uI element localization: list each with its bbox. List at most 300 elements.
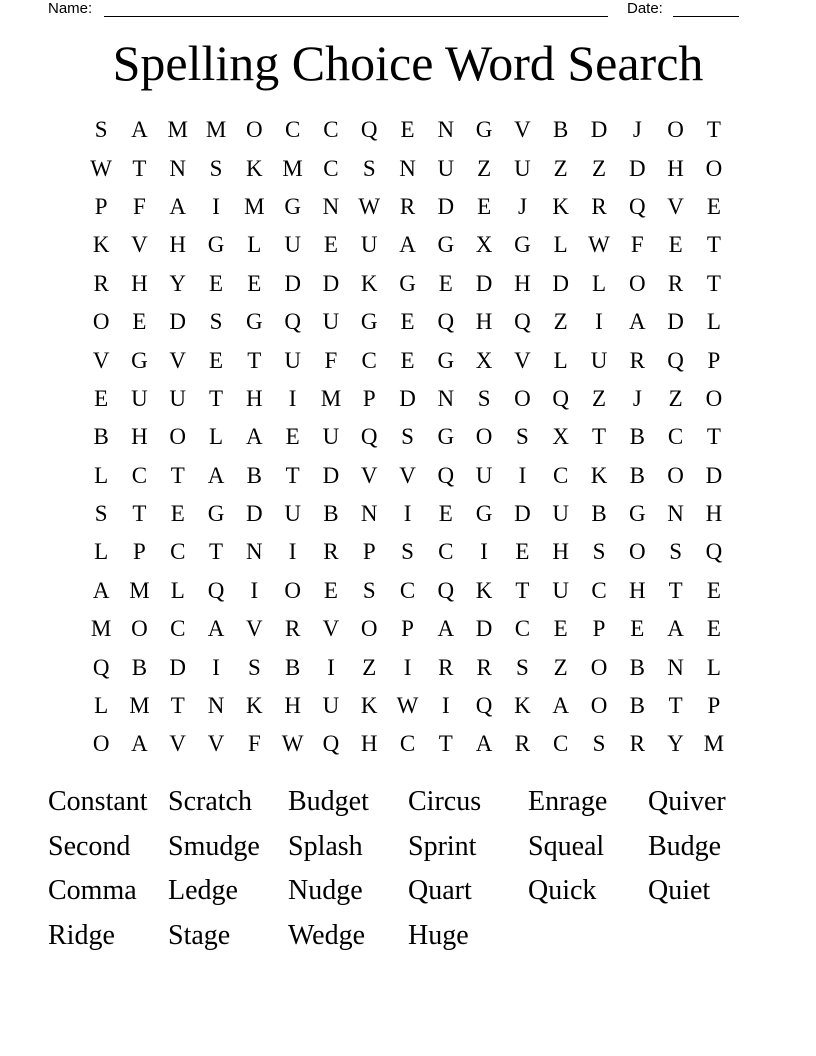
grid-row <box>82 610 733 648</box>
grid-letter: U <box>284 501 301 527</box>
grid-letter: H <box>705 501 723 527</box>
grid-letter: E <box>247 270 262 296</box>
word-list-item: Sprint <box>408 830 477 862</box>
grid-letter: A <box>399 232 416 258</box>
grid-letter: U <box>475 462 493 488</box>
grid-letter: U <box>322 424 340 450</box>
grid-letter: O <box>628 270 646 296</box>
grid-letter: M <box>282 155 303 181</box>
grid-letter: D <box>590 117 608 143</box>
grid-letter: S <box>592 539 606 565</box>
grid-letter: H <box>360 731 378 757</box>
grid-letter: Z <box>553 309 568 335</box>
grid-letter: H <box>552 539 570 565</box>
grid-letter: X <box>475 232 493 258</box>
grid-letter: Q <box>705 539 723 565</box>
grid-letter: R <box>514 731 531 757</box>
grid-letter: T <box>438 731 453 757</box>
word-list-item: Quiver <box>648 786 726 817</box>
page-title: Spelling Choice Word Search <box>112 35 704 91</box>
grid-letter: S <box>401 539 414 565</box>
grid-letter: T <box>668 577 683 603</box>
grid-letter: O <box>667 117 684 143</box>
grid-letter: F <box>324 347 338 373</box>
grid-letter: G <box>514 232 531 258</box>
grid-row <box>82 533 733 571</box>
grid-letter: I <box>288 385 297 411</box>
grid-letter: J <box>632 385 642 411</box>
grid-letter: F <box>133 193 146 219</box>
grid-letter: H <box>246 385 263 411</box>
word-list-item: Ridge <box>48 919 115 951</box>
grid-letter: Q <box>437 309 455 335</box>
grid-letter: I <box>250 577 259 603</box>
grid-letter: C <box>399 577 416 603</box>
grid-letter: S <box>592 731 606 757</box>
grid-letter: T <box>285 462 300 488</box>
grid-letter: G <box>475 501 493 527</box>
grid-letter: B <box>284 654 301 680</box>
grid-letter: F <box>630 232 644 258</box>
grid-letter: R <box>399 193 416 219</box>
grid-letter: H <box>169 232 187 258</box>
grid-letter: E <box>209 270 224 296</box>
grid-letter: O <box>246 117 263 143</box>
grid-letter: M <box>205 117 227 143</box>
grid-letter: D <box>552 270 570 296</box>
grid-letter: I <box>288 539 297 565</box>
grid-letter: T <box>668 693 683 719</box>
grid-letter: B <box>629 693 645 719</box>
grid-letter: I <box>403 654 412 680</box>
grid-letter: E <box>515 539 530 565</box>
grid-letter: R <box>591 193 607 219</box>
grid-letter: E <box>438 270 453 296</box>
grid-letter: B <box>629 462 645 488</box>
grid-letter: D <box>437 193 455 219</box>
grid-letter: O <box>705 155 723 181</box>
grid-row <box>82 111 733 149</box>
grid-letter: C <box>399 731 416 757</box>
grid-letter: H <box>131 270 148 296</box>
grid-letter: E <box>400 117 415 143</box>
word-list-item: Second <box>48 830 131 862</box>
letter-grid <box>82 111 733 764</box>
grid-letter: C <box>514 616 531 642</box>
grid-letter: N <box>667 501 684 527</box>
grid-letter: P <box>94 193 108 219</box>
grid-letter: E <box>438 501 453 527</box>
grid-letter: G <box>284 193 301 219</box>
grid-letter: B <box>246 462 262 488</box>
grid-letter: O <box>705 385 723 411</box>
grid-letter: C <box>591 577 607 603</box>
grid-letter: N <box>169 155 187 181</box>
grid-letter: Q <box>437 462 455 488</box>
grid-letter: I <box>212 654 220 680</box>
grid-letter: V <box>169 731 187 757</box>
grid-letter: E <box>132 309 147 335</box>
grid-letter: V <box>360 462 378 488</box>
grid-letter: R <box>667 270 684 296</box>
grid-letter: G <box>207 232 225 258</box>
grid-letter: H <box>284 693 301 719</box>
grid-letter: L <box>553 232 568 258</box>
grid-letter: E <box>400 309 415 335</box>
grid-letter: E <box>323 232 338 258</box>
grid-letter: E <box>170 501 185 527</box>
grid-letter: K <box>590 462 608 488</box>
grid-letter: G <box>437 424 455 450</box>
grid-letter: E <box>477 193 492 219</box>
grid-letter: S <box>209 155 223 181</box>
grid-letter: P <box>133 539 146 565</box>
grid-letter: D <box>322 462 340 488</box>
grid-letter: T <box>706 117 721 143</box>
grid-letter: X <box>475 347 493 373</box>
grid-letter: G <box>131 347 148 373</box>
grid-letter: N <box>437 117 455 143</box>
grid-letter: T <box>515 577 530 603</box>
grid-letter: T <box>132 155 147 181</box>
grid-letter: O <box>92 309 110 335</box>
grid-letter: Q <box>360 424 378 450</box>
grid-letter: Z <box>477 155 492 181</box>
grid-letter: G <box>437 232 455 258</box>
grid-letter: B <box>553 117 569 143</box>
grid-letter: I <box>441 693 450 719</box>
grid-letter: R <box>629 347 645 373</box>
word-list-item: Wedge <box>288 919 366 951</box>
grid-letter: C <box>553 462 569 488</box>
grid-letter: A <box>207 462 225 488</box>
grid-letter: L <box>706 654 721 680</box>
grid-letter: T <box>170 462 185 488</box>
grid-letter: E <box>706 577 721 603</box>
grid-letter: U <box>552 501 570 527</box>
grid-letter: Z <box>553 155 568 181</box>
grid-letter: R <box>476 654 492 680</box>
grid-letter: C <box>438 539 454 565</box>
grid-letter: A <box>667 616 684 642</box>
grid-letter: G <box>475 117 493 143</box>
grid-letter: C <box>667 424 684 450</box>
grid-letter: E <box>94 385 109 411</box>
grid-letter: R <box>323 539 339 565</box>
grid-letter: E <box>668 232 683 258</box>
grid-letter: U <box>169 385 187 411</box>
grid-letter: O <box>169 424 187 450</box>
grid-letter: W <box>281 731 304 757</box>
grid-letter: A <box>131 731 148 757</box>
grid-letter: D <box>246 501 263 527</box>
grid-letter: R <box>629 731 645 757</box>
grid-letter: U <box>284 347 301 373</box>
name-blank-line <box>104 16 608 17</box>
grid-letter: P <box>401 616 414 642</box>
word-list-item: Squeal <box>528 830 605 862</box>
grid-row <box>82 380 733 418</box>
grid-letter: D <box>628 155 646 181</box>
grid-letter: K <box>92 232 110 258</box>
grid-letter: Q <box>207 577 225 603</box>
grid-letter: G <box>360 309 378 335</box>
grid-row <box>82 188 733 226</box>
grid-letter: I <box>595 309 603 335</box>
grid-letter: C <box>131 462 148 488</box>
grid-letter: E <box>285 424 300 450</box>
word-list-item: Ledge <box>168 875 238 906</box>
grid-letter: A <box>437 616 455 642</box>
word-list-item: Nudge <box>288 875 363 906</box>
grid-letter: E <box>630 616 645 642</box>
grid-letter: B <box>323 501 339 527</box>
grid-letter: K <box>514 693 531 719</box>
grid-letter: T <box>209 539 224 565</box>
grid-letter: Y <box>169 270 187 296</box>
grid-letter: O <box>590 693 608 719</box>
grid-row <box>82 341 733 379</box>
grid-letter: K <box>246 155 263 181</box>
grid-letter: N <box>437 385 455 411</box>
grid-letter: R <box>438 654 454 680</box>
grid-letter: K <box>246 693 263 719</box>
grid-letter: N <box>322 193 340 219</box>
grid-letter: W <box>588 232 610 258</box>
date-blank-line <box>673 16 739 17</box>
grid-letter: Q <box>92 654 110 680</box>
grid-letter: S <box>209 309 223 335</box>
grid-letter: L <box>94 539 109 565</box>
grid-letter: W <box>396 693 419 719</box>
grid-letter: A <box>246 424 263 450</box>
grid-letter: Z <box>591 385 607 411</box>
grid-letter: B <box>629 654 645 680</box>
grid-letter: P <box>592 616 606 642</box>
word-list-item: Constant <box>48 786 148 817</box>
grid-letter: L <box>247 232 262 258</box>
grid-letter: A <box>92 577 110 603</box>
grid-letter: E <box>706 616 721 642</box>
grid-row <box>82 648 733 686</box>
grid-letter: Q <box>322 731 340 757</box>
grid-letter: L <box>591 270 607 296</box>
word-list-item: Splash <box>288 830 363 862</box>
grid-letter: O <box>131 616 148 642</box>
grid-letter: V <box>667 193 684 219</box>
grid-letter: D <box>399 385 416 411</box>
grid-letter: H <box>475 309 493 335</box>
grid-letter: Q <box>284 309 301 335</box>
grid-letter: C <box>284 117 301 143</box>
grid-letter: G <box>399 270 416 296</box>
grid-row <box>82 572 733 610</box>
grid-letter: T <box>209 385 224 411</box>
grid-letter: A <box>169 193 187 219</box>
grid-letter: S <box>516 654 529 680</box>
grid-letter: A <box>475 731 493 757</box>
grid-letter: H <box>628 577 646 603</box>
grid-letter: I <box>480 539 488 565</box>
grid-letter: L <box>706 309 721 335</box>
grid-letter: O <box>360 616 378 642</box>
grid-letter: L <box>209 424 224 450</box>
grid-letter: D <box>169 309 187 335</box>
grid-letter: K <box>360 270 378 296</box>
word-list-item: Budge <box>648 830 722 862</box>
grid-letter: G <box>437 347 455 373</box>
grid-letter: Q <box>667 347 684 373</box>
grid-letter: N <box>246 539 263 565</box>
grid-letter: E <box>553 616 568 642</box>
grid-letter: M <box>167 117 188 143</box>
grid-letter: A <box>207 616 225 642</box>
grid-letter: E <box>323 577 338 603</box>
grid-letter: M <box>320 385 342 411</box>
grid-letter: Z <box>362 654 377 680</box>
grid-letter: L <box>170 577 185 603</box>
grid-letter: K <box>475 577 493 603</box>
grid-letter: C <box>323 117 339 143</box>
word-list-item: Budget <box>288 786 369 817</box>
grid-letter: E <box>706 193 721 219</box>
grid-letter: I <box>518 462 527 488</box>
grid-letter: Z <box>668 385 683 411</box>
grid-letter: O <box>590 654 608 680</box>
grid-letter: M <box>129 693 150 719</box>
grid-letter: C <box>361 347 377 373</box>
grid-letter: U <box>590 347 608 373</box>
grid-row <box>82 725 733 763</box>
word-list-item: Circus <box>408 786 482 817</box>
grid-letter: V <box>514 347 531 373</box>
grid-letter: D <box>475 270 493 296</box>
grid-letter: G <box>207 501 225 527</box>
grid-letter: S <box>669 539 682 565</box>
grid-row <box>82 687 733 725</box>
grid-letter: V <box>92 347 110 373</box>
grid-letter: L <box>94 693 109 719</box>
grid-letter: T <box>706 232 721 258</box>
grid-letter: E <box>209 347 224 373</box>
grid-letter: S <box>516 424 529 450</box>
grid-letter: U <box>322 693 340 719</box>
word-list-item: Scratch <box>168 786 252 817</box>
name-label: Name: <box>48 0 93 17</box>
grid-letter: S <box>401 424 414 450</box>
grid-letter: N <box>399 155 416 181</box>
grid-letter: M <box>90 616 112 642</box>
grid-letter: L <box>94 462 109 488</box>
grid-letter: V <box>514 117 531 143</box>
grid-letter: X <box>552 424 570 450</box>
grid-letter: V <box>246 616 263 642</box>
grid-row <box>82 418 733 456</box>
grid-letter: T <box>706 424 721 450</box>
grid-letter: N <box>360 501 378 527</box>
grid-letter: Q <box>475 693 493 719</box>
grid-letter: I <box>327 654 335 680</box>
grid-letter: S <box>362 155 376 181</box>
grid-letter: T <box>591 424 607 450</box>
grid-letter: S <box>247 654 261 680</box>
grid-letter: U <box>552 577 570 603</box>
grid-letter: L <box>553 347 568 373</box>
grid-letter: Z <box>553 654 568 680</box>
grid-letter: R <box>93 270 109 296</box>
grid-letter: S <box>94 117 108 143</box>
grid-letter: K <box>552 193 570 219</box>
grid-letter: P <box>707 693 721 719</box>
grid-letter: C <box>553 731 569 757</box>
grid-letter: P <box>707 347 721 373</box>
grid-row <box>82 226 733 264</box>
grid-letter: V <box>169 347 187 373</box>
grid-letter: A <box>628 309 646 335</box>
grid-letter: N <box>207 693 225 719</box>
grid-letter: P <box>362 539 376 565</box>
grid-letter: A <box>131 117 148 143</box>
word-list-item: Stage <box>168 919 231 951</box>
word-list-item: Enrage <box>528 786 608 817</box>
word-list-item: Quick <box>528 875 597 906</box>
grid-row <box>82 495 733 533</box>
grid-letter: I <box>212 193 220 219</box>
grid-letter: C <box>170 539 186 565</box>
grid-letter: B <box>629 424 645 450</box>
grid-letter: J <box>632 117 642 143</box>
grid-letter: V <box>399 462 416 488</box>
grid-letter: W <box>90 155 112 181</box>
grid-letter: P <box>362 385 376 411</box>
grid-letter: H <box>514 270 531 296</box>
grid-letter: R <box>284 616 301 642</box>
grid-letter: T <box>170 693 185 719</box>
word-list-item: Smudge <box>168 830 260 862</box>
grid-letter: M <box>703 731 725 757</box>
grid-letter: B <box>591 501 607 527</box>
grid-letter: U <box>514 155 531 181</box>
grid-letter: U <box>131 385 148 411</box>
word-list <box>48 780 778 958</box>
grid-letter: J <box>517 193 527 219</box>
grid-letter: F <box>247 731 261 757</box>
grid-row <box>82 149 733 187</box>
header-line <box>0 0 816 20</box>
grid-row <box>82 265 733 303</box>
grid-letter: A <box>552 693 570 719</box>
grid-row <box>82 457 733 495</box>
grid-letter: D <box>514 501 531 527</box>
grid-letter: U <box>437 155 455 181</box>
grid-letter: B <box>93 424 109 450</box>
grid-letter: O <box>284 577 301 603</box>
word-list-item: Quiet <box>648 875 711 906</box>
grid-letter: Q <box>628 193 646 219</box>
grid-letter: D <box>705 462 723 488</box>
grid-letter: Q <box>437 577 455 603</box>
grid-letter: O <box>92 731 110 757</box>
grid-letter: U <box>284 232 301 258</box>
grid-letter: H <box>667 155 684 181</box>
grid-letter: Q <box>514 309 531 335</box>
grid-letter: T <box>247 347 262 373</box>
grid-letter: V <box>322 616 340 642</box>
grid-letter: M <box>244 193 265 219</box>
grid-letter: Z <box>591 155 607 181</box>
grid-letter: V <box>131 232 148 258</box>
grid-letter: E <box>400 347 415 373</box>
